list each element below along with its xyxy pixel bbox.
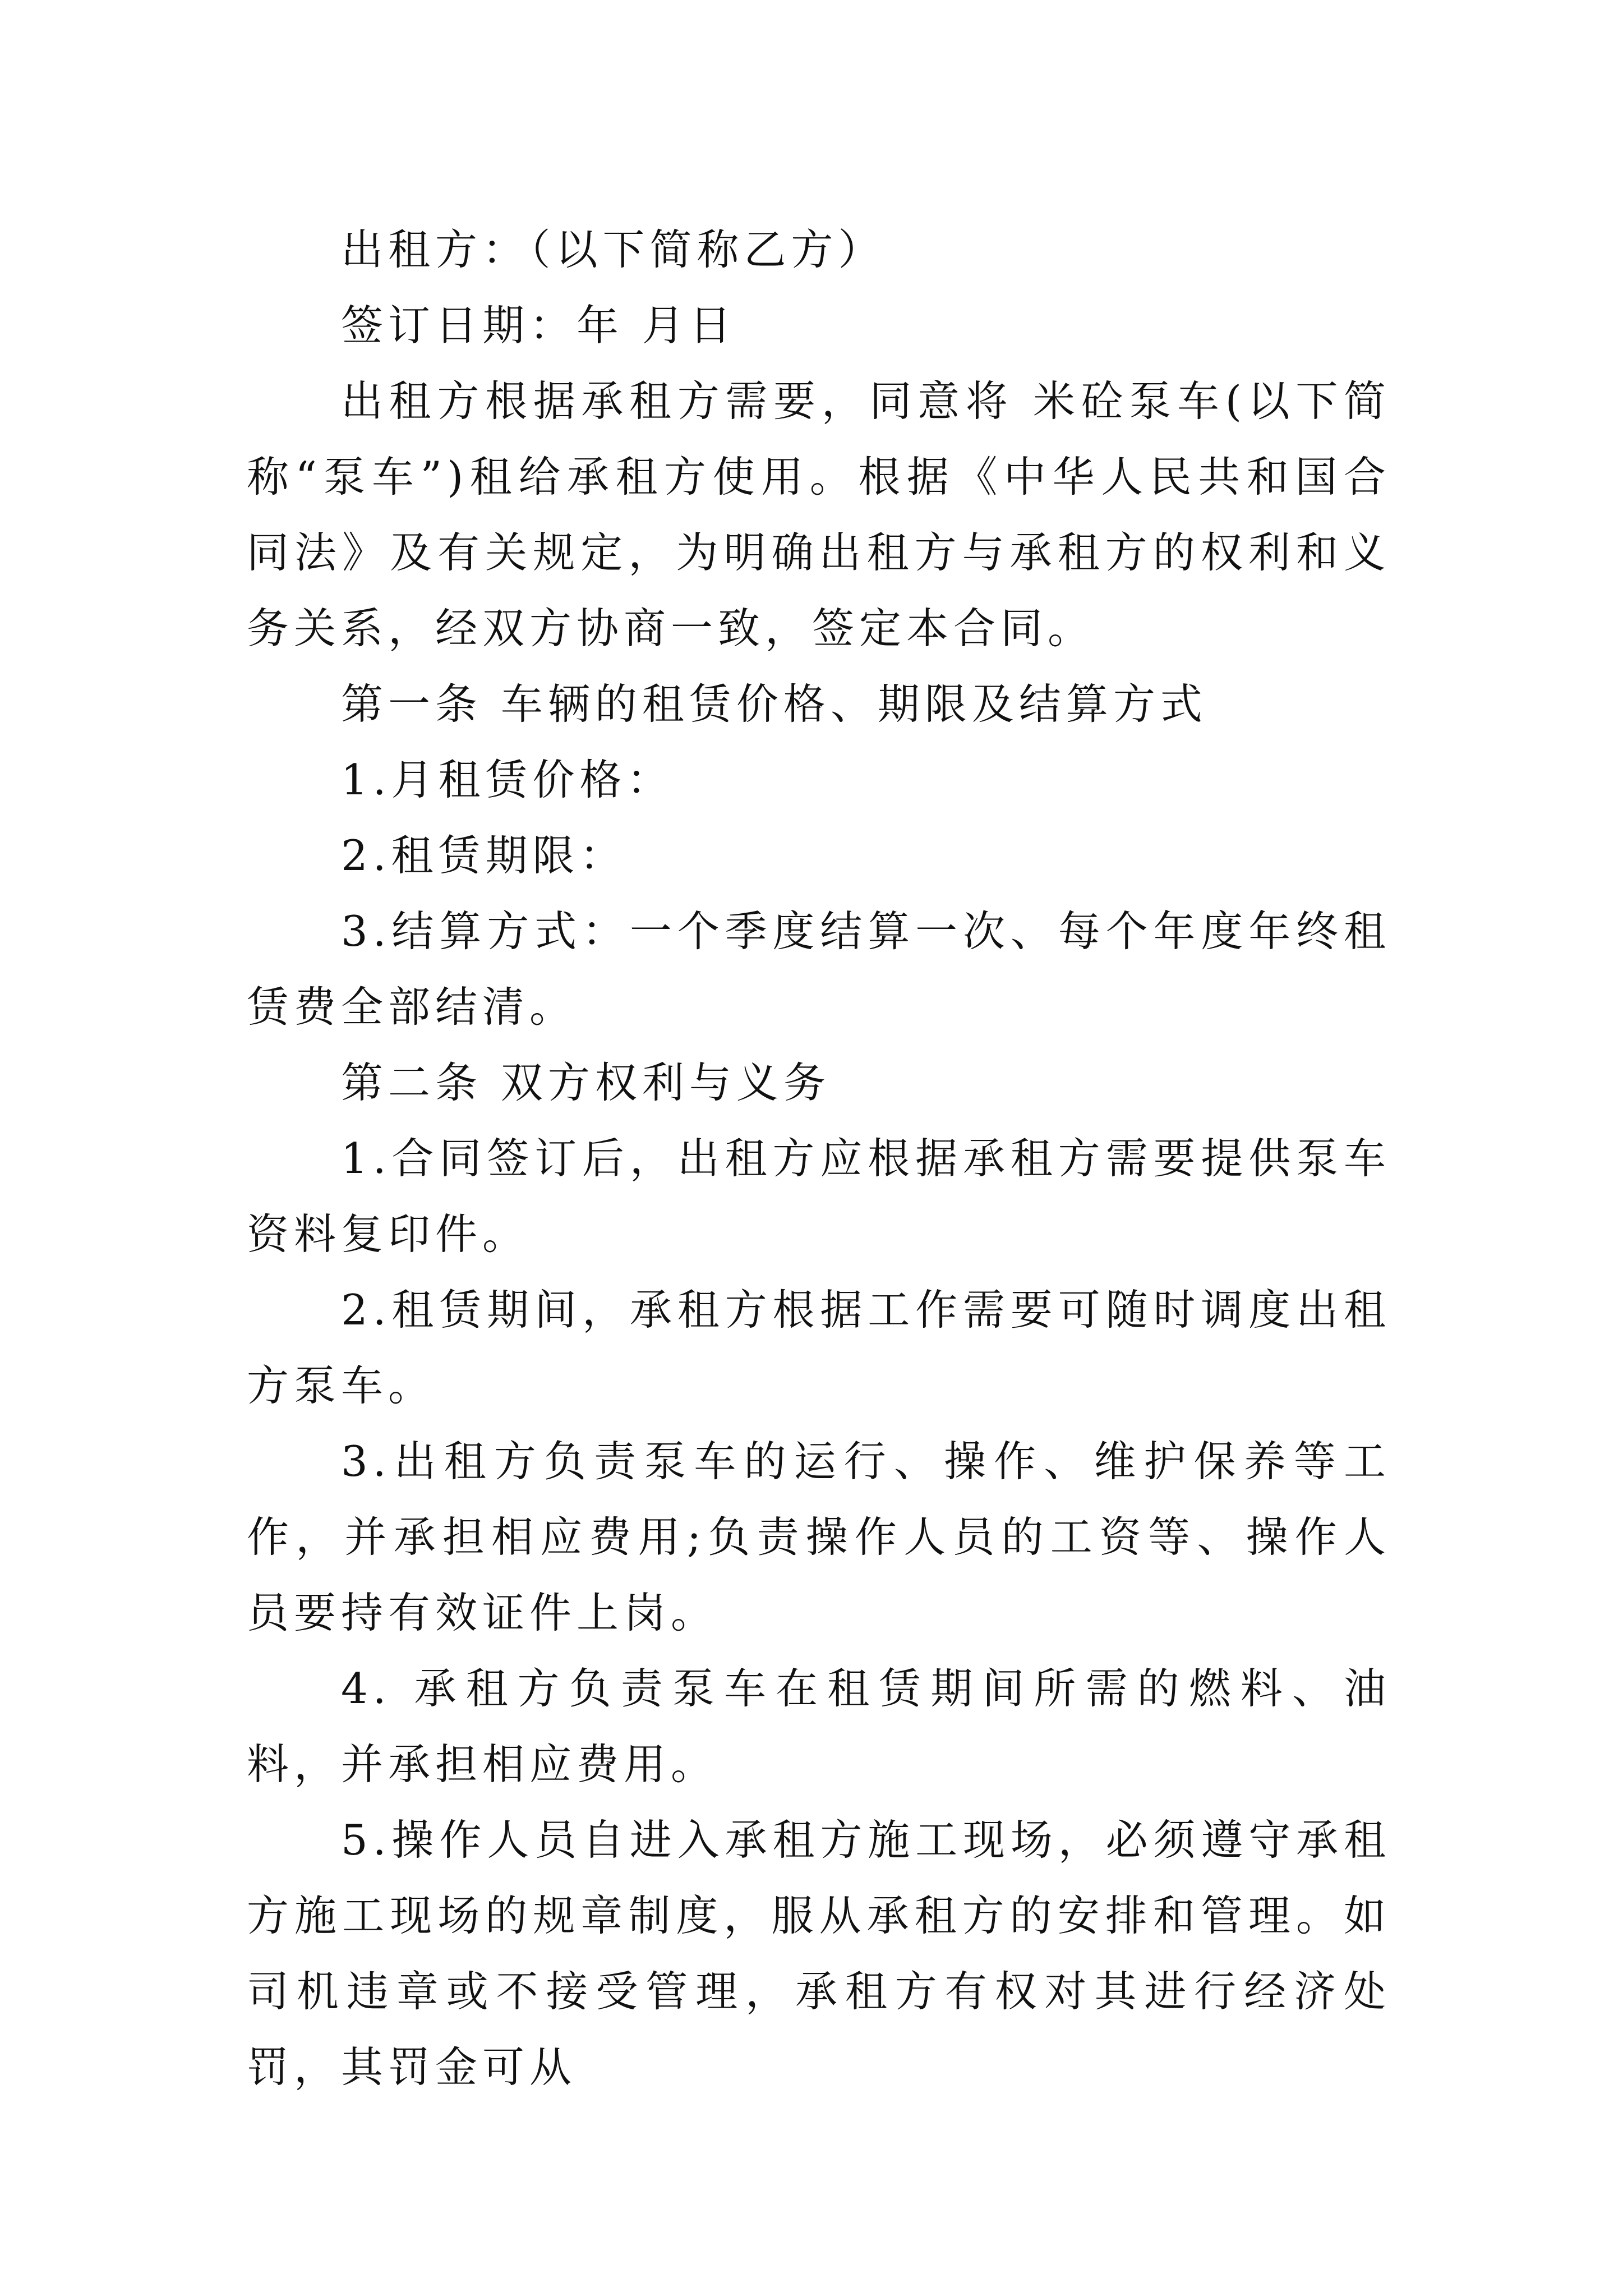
monthly-price-item: 1.月租赁价格： xyxy=(341,755,674,804)
settlement-item: 3.结算方式：一个季度结算一次、每个年度年终租赁费全部结清。 xyxy=(247,907,1391,1032)
signing-date-line: 签订日期：年 月日 xyxy=(341,301,736,350)
lease-term-item: 2.租赁期限： xyxy=(341,831,627,880)
lessor-line: 出租方：（以下简称乙方） xyxy=(341,225,886,274)
obligation-item-5: 5.操作人员自进入承租方施工现场，必须遵守承租方施工现场的规章制度，服从承租方的安排和管理。如司机违章或不接受管理，承租方有权对其进行经济处罚，其罚金可从 xyxy=(247,1815,1391,2092)
article-two-heading: 第二条 双方权利与义务 xyxy=(341,1058,831,1107)
intro-paragraph: 出租方根据承租方需要，同意将 米砼泵车(以下简称“泵车”)租给承租方使用。根据《中华人民共和国合同法》及有关规定，为明确出租方与承租方的权利和义务关系，经双方协商一致，签定本合同。 xyxy=(247,376,1391,653)
obligation-item-3: 3.出租方负责泵车的运行、操作、维护保养等工作，并承担相应费用;负责操作人员的工资等、操作人员要持有效证件上岗。 xyxy=(247,1437,1391,1637)
obligation-item-2: 2.租赁期间，承租方根据工作需要可随时调度出租方泵车。 xyxy=(247,1285,1391,1410)
article-one-heading: 第一条 车辆的租赁价格、期限及结算方式 xyxy=(341,679,1207,729)
obligation-item-4: 4. 承租方负责泵车在租赁期间所需的燃料、油料，并承担相应费用。 xyxy=(247,1664,1391,1789)
document-body xyxy=(247,212,1391,2105)
obligation-item-1: 1.合同签订后，出租方应根据承租方需要提供泵车资料复印件。 xyxy=(247,1134,1391,1259)
